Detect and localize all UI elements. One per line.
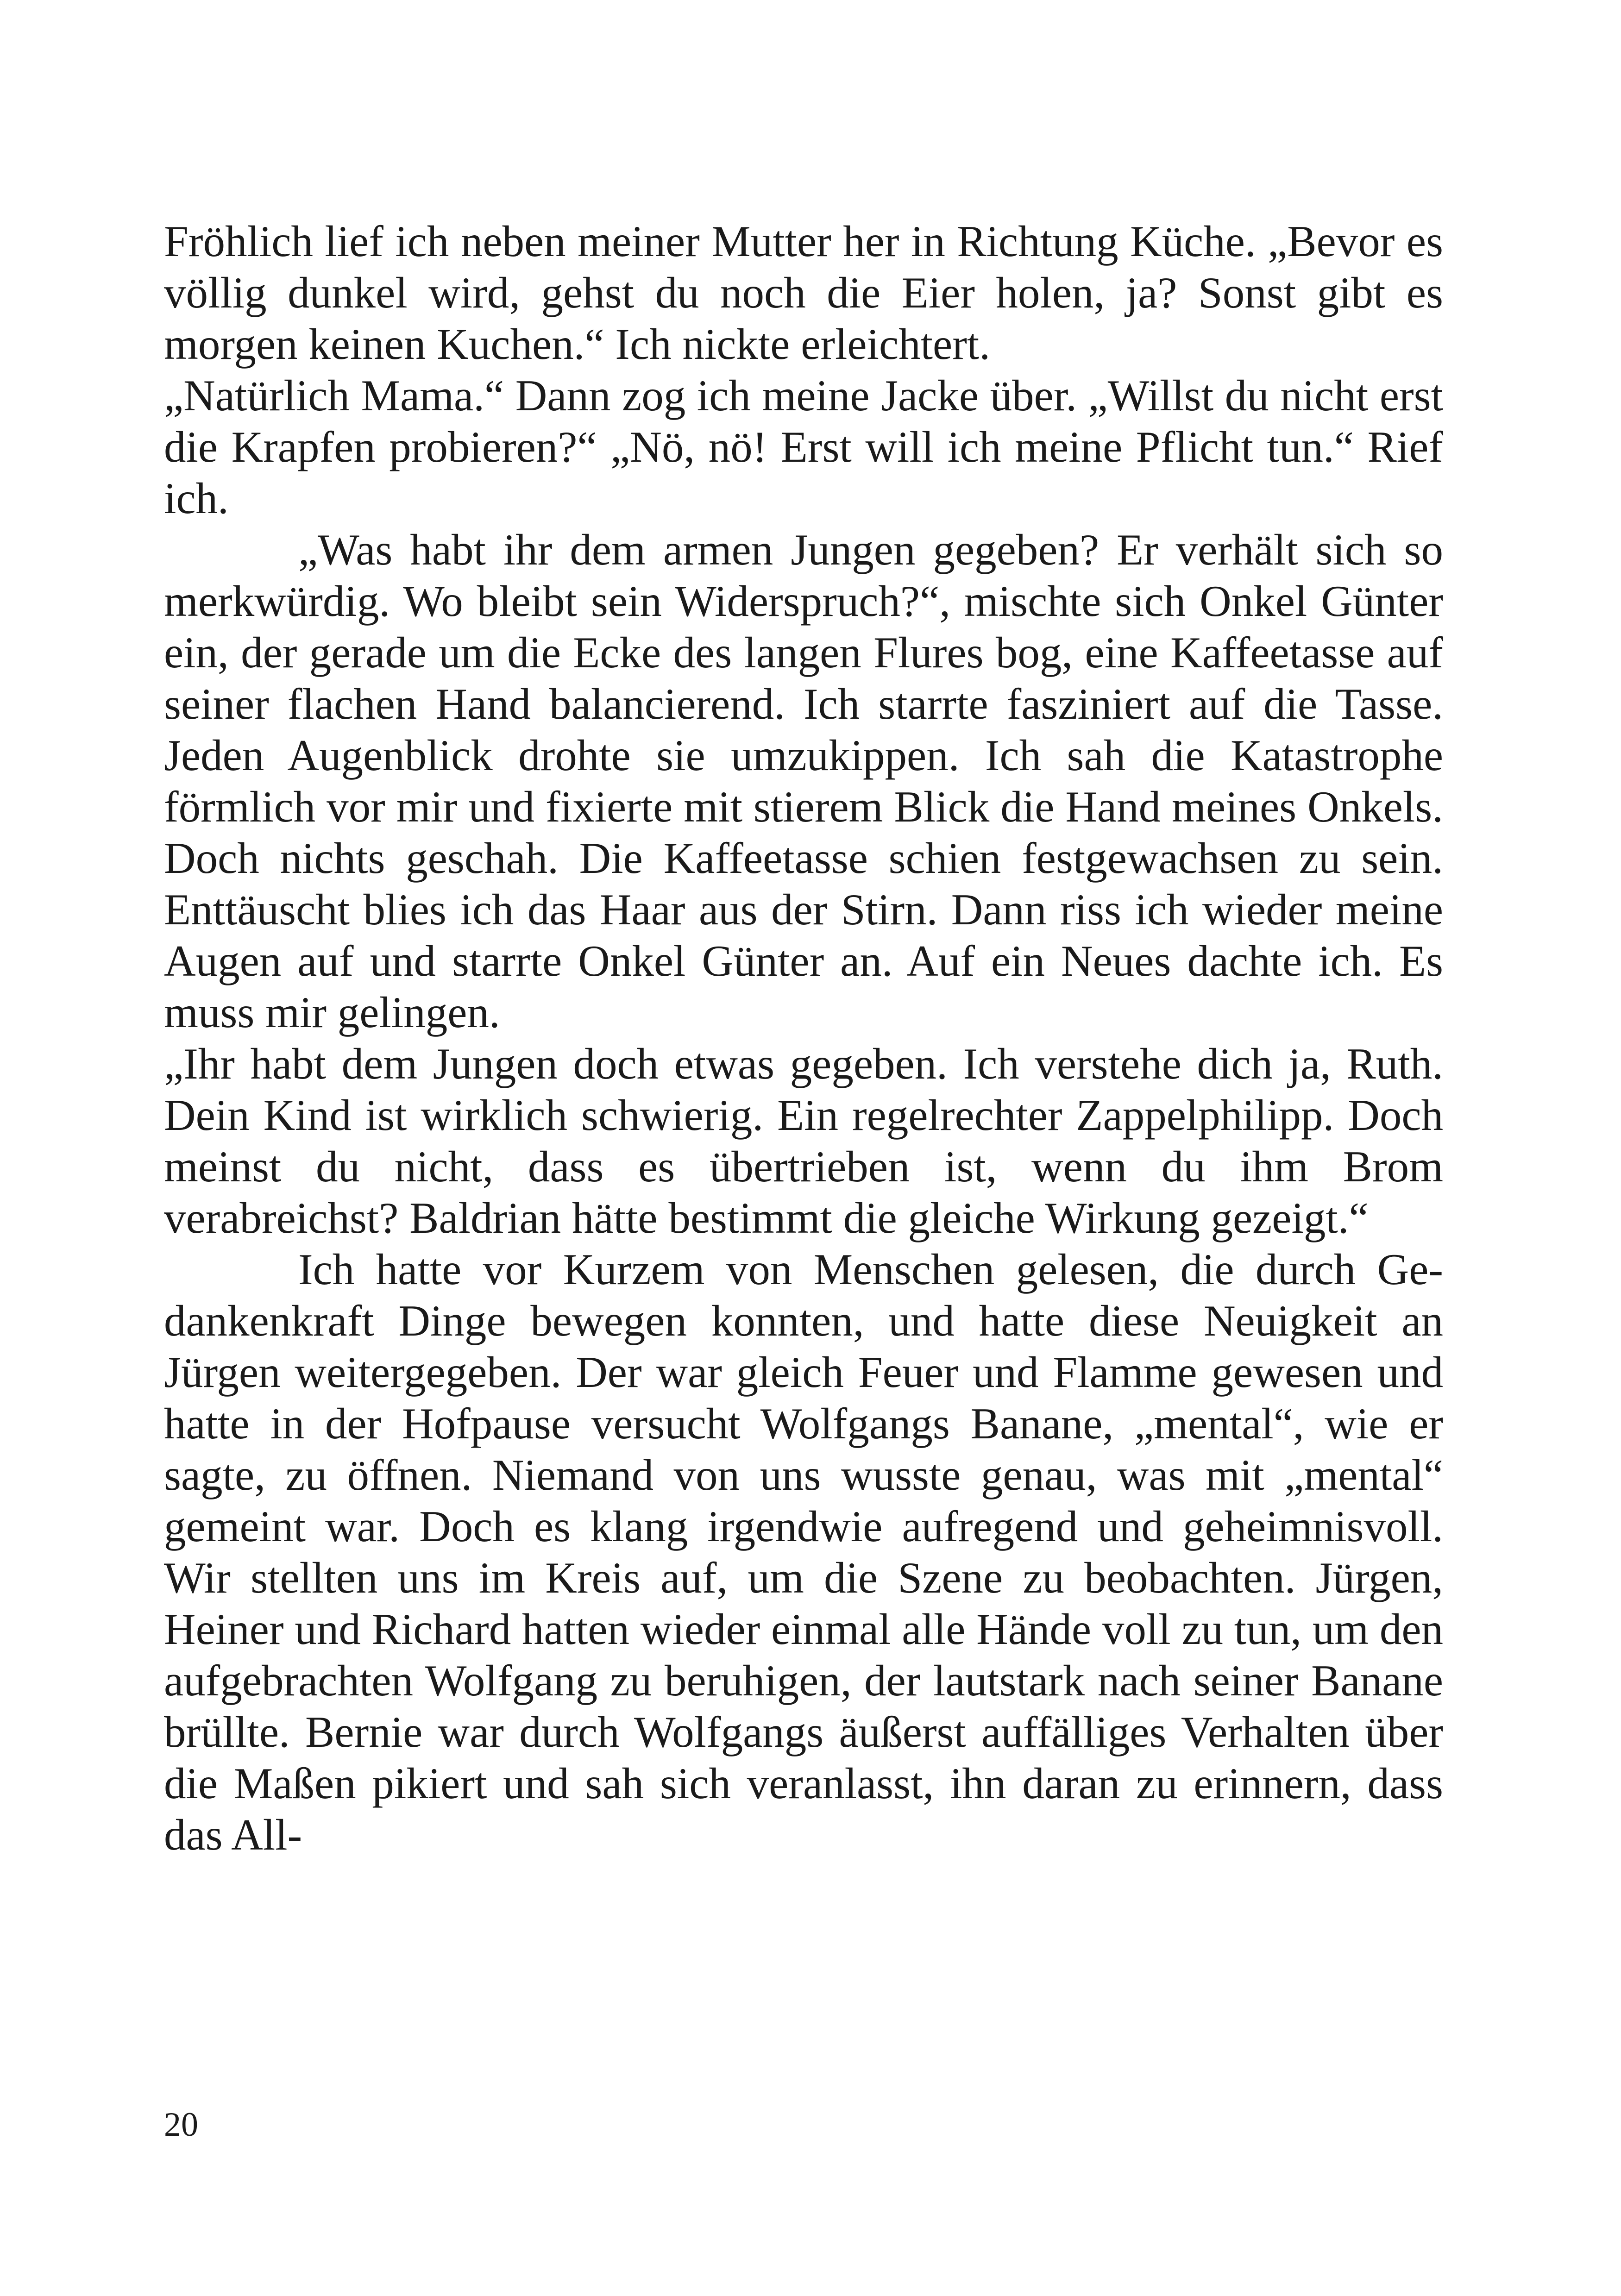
paragraph-1: Fröhlich lief ich neben meiner Mutter her in Richtung Küche. „Bevor es völlig dunkel wird, gehst du noch die Eier holen, ja? Sonst gibt es morgen keinen Kuchen.“ Ich nickte erleichtert. [164, 217, 1443, 369]
paragraph-4: „Ihr habt dem Jungen doch etwas gegeben. Ich verstehe dich ja, Ruth. Dein Kind ist wirklich schwierig. Ein regelrechter Zappelphilipp. Doch meinst du nicht, dass es übertrieben ist, wenn du ihm Brom verabreichst? Baldrian hätte bestimmt die gleiche Wirkung gezeigt.“ [164, 1039, 1443, 1242]
body-text [164, 216, 1443, 1861]
paragraph-2: „Natürlich Mama.“ Dann zog ich meine Jacke über. „Willst du nicht erst die Krapfen probieren?“ „Nö, nö! Erst will ich meine Pflicht tun.“ Rief ich. [164, 371, 1443, 523]
paragraph-3: „Was habt ihr dem armen Jungen gegeben? Er verhält sich so merkwürdig. Wo bleibt sein Widerspruch?“, mischte sich Onkel Günter ein, der gerade um die Ecke des langen Flures bog, eine Kaffeetasse auf seiner flachen Hand balancierend. Ich starrte fasziniert auf die Tasse. Jeden Augenblick drohte sie umzukippen. Ich sah die Katastrophe förmlich vor mir und fixierte mit stierem Blick die Hand meines Onkels. Doch nichts geschah. Die Kaffeetasse schien festgewachsen zu sein. Enttäuscht blies ich das Haar aus der Stirn. Dann riss ich wieder meine Augen auf und starrte Onkel Günter an. Auf ein Neues dachte ich. Es muss mir gelingen. [164, 525, 1443, 1037]
paragraph-5: Ich hatte vor Kurzem von Menschen gelesen, die durch Gedankenkraft Dinge bewegen konnten, und hatte diese Neuigkeit an Jürgen weitergegeben. Der war gleich Feuer und Flamme gewesen und hatte in der Hofpause versucht Wolfgangs Banane, „mental“, wie er sagte, zu öffnen. Niemand von uns wusste genau, was mit „mental“ gemeint war. Doch es klang irgendwie aufregend und geheimnisvoll. Wir stellten uns im Kreis auf, um die Szene zu beobachten. Jürgen, Heiner und Richard hatten wieder einmal alle Hände voll zu tun, um den aufgebrachten Wolfgang zu beruhigen, der lautstark nach seiner Banane brüllte. Bernie war durch Wolfgangs äußerst auffälliges Verhalten über die Maßen pikiert und sah sich veranlasst, ihn daran zu erinnern, dass das All- [164, 1245, 1444, 1859]
page-number: 20 [164, 2106, 198, 2144]
